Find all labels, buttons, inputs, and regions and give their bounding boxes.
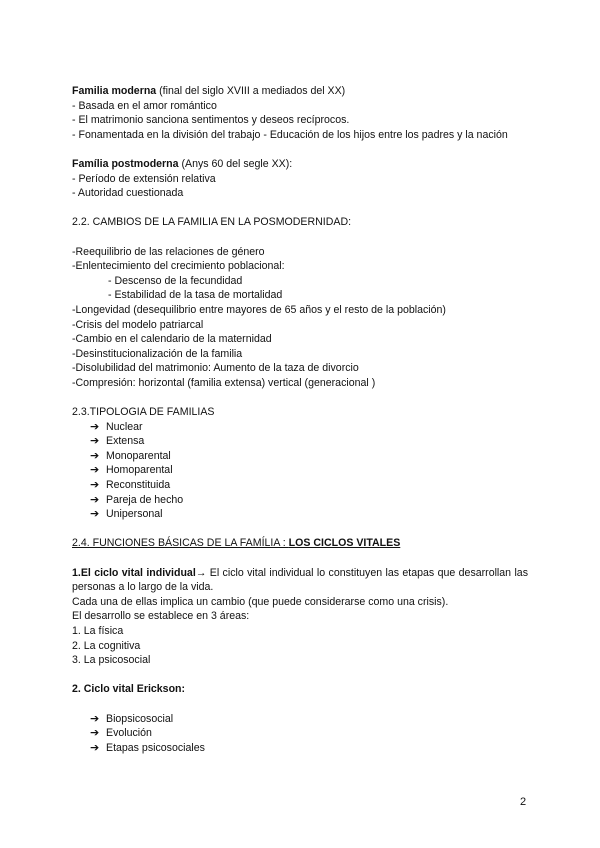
arrow-icon: ➔ [90, 435, 100, 448]
list-item: ➔ Homoparental [90, 464, 173, 477]
list-item: ➔ Pareja de hecho [90, 493, 184, 506]
document-page [72, 84, 528, 755]
list-item: ➔ Etapas psicosociales [90, 741, 205, 754]
postmoderna-period: (Anys 60 del segle XX): [178, 157, 293, 170]
list-item: - Autoridad cuestionada [72, 187, 184, 200]
arrow-icon: ➔ [90, 420, 100, 433]
postmoderna-heading [72, 157, 528, 172]
list-item: -Cambio en el calendario de la maternidad [72, 333, 272, 346]
list-item: ➔ Reconstituida [90, 479, 171, 492]
section-heading-2-3: 2.3.TIPOLOGIA DE FAMILIAS [72, 406, 215, 419]
ciclo-erickson-title: 2. Ciclo vital Erickson: [72, 683, 186, 696]
list-item: 1. La física [72, 624, 124, 637]
arrow-icon: ➔ [90, 464, 100, 477]
sub-list-item: - Descenso de la fecundidad [108, 274, 243, 287]
page-number: 2 [520, 796, 527, 808]
arrow-icon: ➔ [90, 493, 100, 506]
list-item: - El matrimonio sanciona sentimentos y deseos recíprocos. [72, 114, 350, 127]
sub-list-item: - Estabilidad de la tasa de mortalidad [108, 289, 283, 302]
list-item: - Período de extensión relativa [72, 172, 216, 185]
list-item: ➔ Nuclear [90, 420, 143, 433]
list-item: ➔ Unipersonal [90, 508, 163, 521]
list-item: ➔ Monoparental [90, 449, 171, 462]
list-item: 3. La psicosocial [72, 654, 151, 667]
list-item: -Crisis del modelo patriarcal [72, 318, 204, 331]
arrow-icon: ➔ [90, 508, 100, 521]
list-item: -Longevidad (desequilibrio entre mayores de 65 años y el resto de la población) [72, 303, 446, 316]
moderna-heading [72, 84, 528, 99]
list-item: -Desinstitucionalización de la familia [72, 347, 243, 360]
paragraph-line: El desarrollo se establece en 3 áreas: [72, 610, 250, 623]
arrow-icon: ➔ [90, 727, 100, 740]
section-heading-2-2: 2.2. CAMBIOS DE LA FAMILIA EN LA POSMODERNIDAD: [72, 216, 352, 229]
list-item: ➔ Biopsicosocial [90, 712, 174, 725]
arrow-icon: ➔ [90, 712, 100, 725]
list-item: -Disolubilidad del matrimonio: Aumento de la taza de divorcio [72, 362, 359, 375]
moderna-period: (final del siglo XVIII a mediados del XX) [156, 85, 346, 97]
list-item: -Enlentecimiento del crecimiento poblacional: [72, 260, 285, 273]
moderna-title: Familia moderna [72, 85, 157, 97]
paragraph-line: Cada una de ellas implica un cambio (que puede considerarse como una crisis). [72, 595, 449, 608]
postmoderna-title: Família postmoderna [72, 157, 179, 170]
arrow-icon: ➔ [90, 741, 100, 754]
list-item: - Fonamentada en la división del trabajo - Educación de los hijos entre los padres y la nación [72, 128, 508, 141]
ciclo-individual-title: 1.El ciclo vital individual [72, 566, 196, 579]
ciclo-individual-paragraph: 1.El ciclo vital individual→ El ciclo vital individual lo constituyen las etapas que desarrollan las personas a lo largo de la vida. [72, 566, 528, 594]
list-item: 2. La cognitiva [72, 639, 141, 652]
list-item: ➔ Evolución [90, 727, 152, 740]
list-item: -Reequilibrio de las relaciones de género [72, 245, 265, 258]
arrow-icon: ➔ [90, 449, 100, 462]
arrow-icon: → [195, 566, 207, 579]
list-item: - Basada en el amor romántico [72, 99, 217, 112]
list-item: ➔ Extensa [90, 435, 145, 448]
list-item: -Compresión: horizontal (familia extensa) vertical (generacional ) [72, 376, 376, 389]
section-heading-2-4: 2.4. FUNCIONES BÁSICAS DE LA FAMÍLIA : LOS CICLOS VITALES [72, 537, 401, 550]
arrow-icon: ➔ [90, 479, 100, 492]
